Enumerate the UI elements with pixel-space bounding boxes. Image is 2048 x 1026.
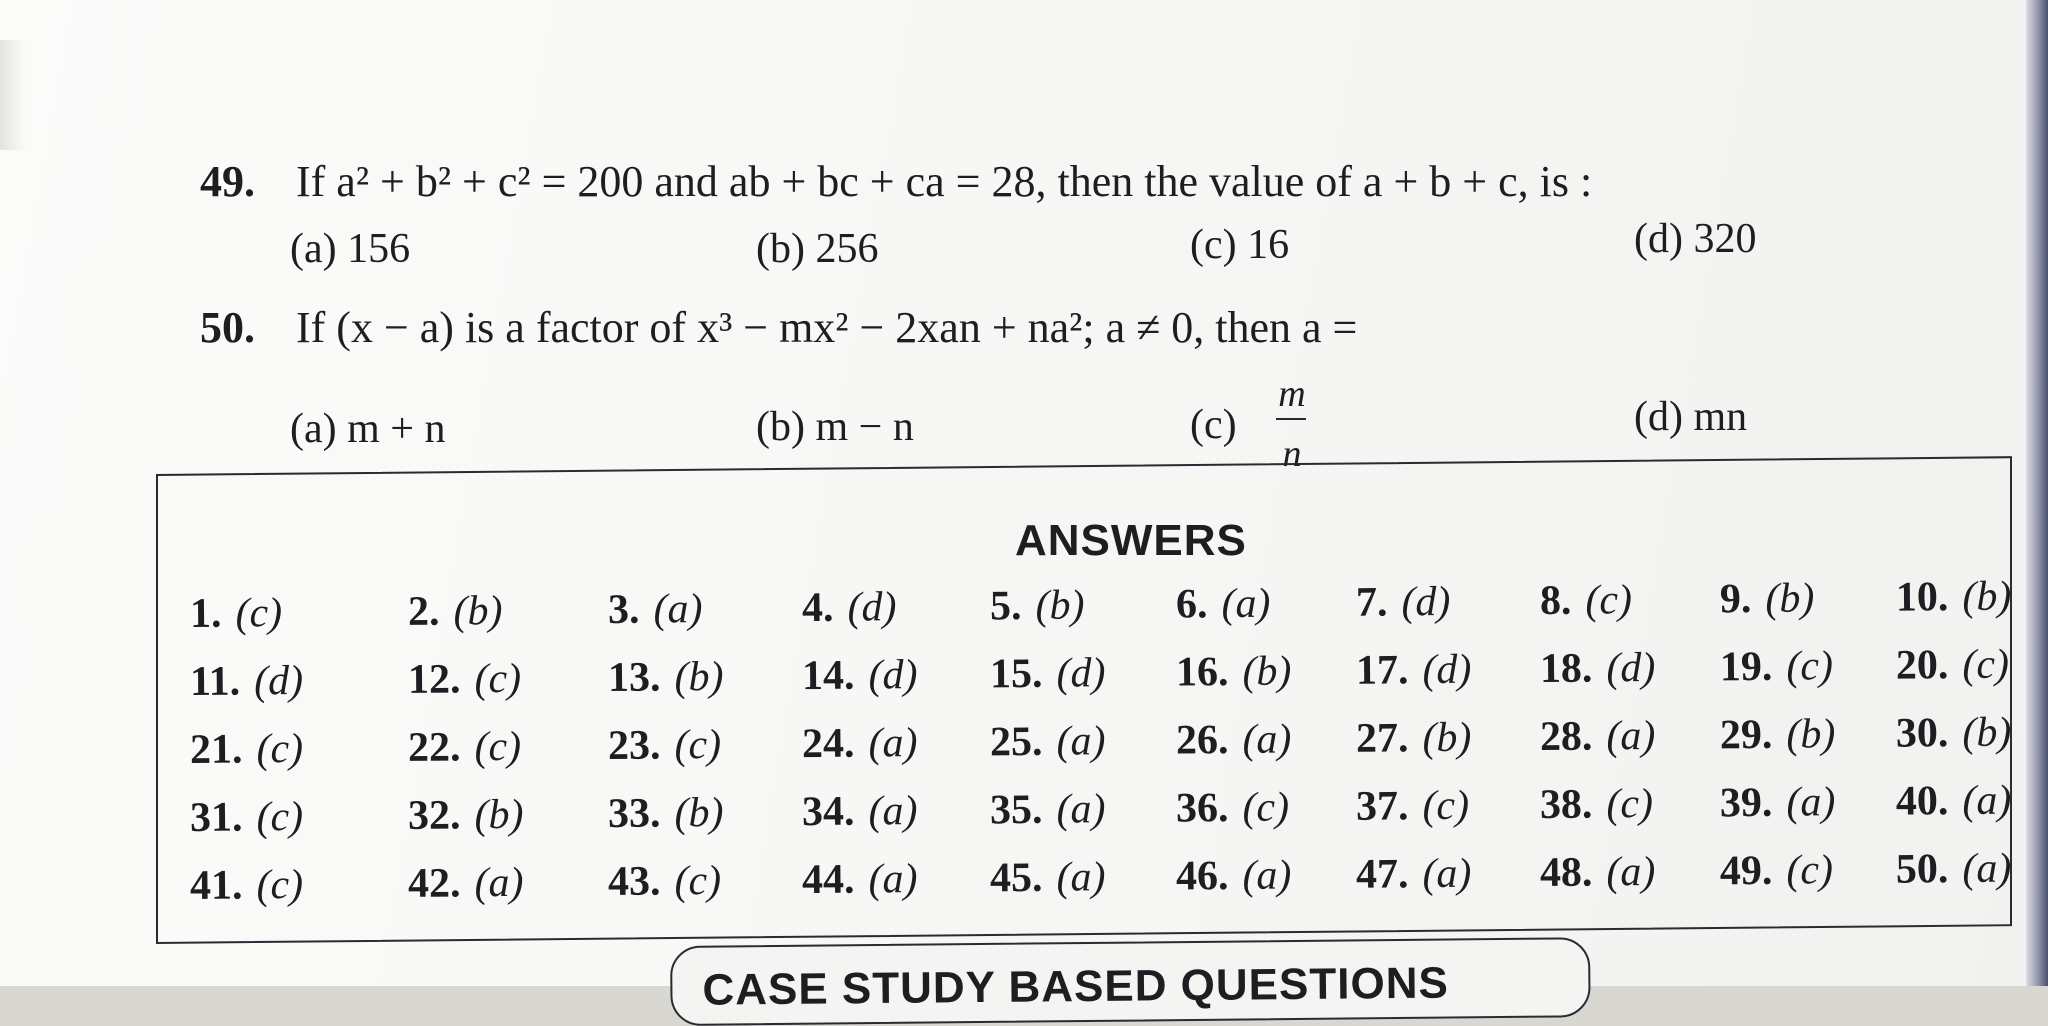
answer-choice: (d) [253, 657, 304, 705]
fraction-denominator: n [1282, 433, 1302, 475]
answer-number: 45. [989, 854, 1043, 902]
answer-choice: (c) [1422, 782, 1470, 830]
answer-item [802, 851, 918, 908]
case-study-heading: CASE STUDY BASED QUESTIONS [702, 958, 1450, 1015]
answer-item [608, 853, 722, 910]
answer-choice: (b) [1035, 582, 1085, 629]
answer-item [802, 647, 918, 704]
answer-number: 6. [1175, 581, 1208, 628]
answer-item [1356, 846, 1472, 903]
answer-number: 39. [1719, 779, 1773, 827]
answer-number: 24. [801, 720, 855, 768]
answer-choice: (a) [1242, 716, 1292, 763]
answer-number: 18. [1539, 645, 1593, 693]
q49-option-b: (b) 256 [756, 226, 879, 272]
answer-number: 23. [607, 722, 661, 769]
page-shadow [0, 40, 26, 150]
answer-choice: (b) [1422, 714, 1472, 762]
question-50 [200, 303, 1358, 352]
answer-choice: (c) [1242, 784, 1290, 831]
answer-number: 37. [1355, 783, 1409, 830]
q50-option-a: (a) m + n [290, 406, 446, 452]
answer-choice: (a) [1606, 848, 1656, 896]
answer-number: 5. [989, 583, 1022, 630]
answer-number: 9. [1719, 576, 1752, 623]
answer-item [190, 585, 283, 642]
answer-item [190, 653, 304, 710]
answer-item [1356, 778, 1470, 835]
answer-item [1896, 569, 2012, 626]
answer-item [608, 785, 724, 842]
answer-choice: (d) [1422, 646, 1472, 694]
answer-number: 47. [1355, 851, 1409, 898]
answer-item [408, 583, 503, 640]
answer-number: 4. [801, 584, 834, 632]
answer-choice: (a) [653, 586, 703, 633]
answer-item [1176, 779, 1290, 836]
answer-number: 15. [989, 650, 1043, 698]
answer-choice: (a) [1056, 854, 1106, 901]
question-number: 49. [200, 157, 255, 206]
q50-option-c: (c) [1190, 402, 1237, 448]
answer-item [408, 855, 524, 912]
answer-item [1356, 710, 1472, 767]
answer-item [1540, 708, 1656, 765]
answer-choice: (a) [1606, 712, 1656, 760]
answer-number: 19. [1719, 643, 1773, 691]
answer-choice: (c) [256, 725, 304, 773]
answer-number: 38. [1539, 781, 1593, 829]
answer-choice: (d) [868, 652, 918, 699]
answer-choice: (d) [1056, 650, 1106, 697]
question-49 [200, 157, 1593, 206]
answer-number: 1. [189, 590, 222, 637]
q50-option-d: (d) mn [1634, 394, 1748, 440]
answer-choice: (b) [1962, 709, 2012, 756]
answer-choice: (b) [453, 588, 503, 635]
case-study-heading-tab [670, 937, 1591, 1026]
answer-choice: (a) [1786, 779, 1836, 826]
answer-item [608, 649, 724, 706]
answer-number: 41. [189, 862, 243, 909]
q50-option-b: (b) m − n [756, 404, 914, 450]
answer-number: 21. [189, 726, 243, 773]
answer-item [802, 715, 918, 772]
answer-choice: (a) [1221, 580, 1271, 628]
answer-choice: (a) [868, 720, 918, 767]
answer-number: 12. [407, 656, 461, 703]
answer-choice: (a) [868, 856, 918, 903]
answer-choice: (a) [474, 859, 524, 907]
answer-number: 28. [1539, 713, 1593, 761]
answer-item [190, 789, 304, 846]
answer-item [1720, 570, 1815, 627]
answer-item [1176, 847, 1292, 904]
answer-number: 43. [607, 858, 661, 905]
answer-choice: (a) [1056, 786, 1106, 833]
answer-item [802, 783, 918, 840]
answer-item [990, 713, 1106, 770]
answer-number: 48. [1539, 849, 1593, 897]
answer-number: 26. [1175, 717, 1229, 764]
answer-number: 32. [407, 792, 461, 839]
answer-item [1176, 711, 1292, 768]
answer-choice: (c) [674, 857, 722, 905]
answer-choice: (b) [474, 791, 524, 839]
answer-item [802, 579, 897, 636]
answer-number: 10. [1895, 574, 1949, 621]
answer-choice: (d) [1401, 578, 1451, 626]
answer-item [990, 577, 1085, 634]
fraction-numerator: m [1278, 373, 1306, 415]
answer-item [1356, 574, 1451, 631]
answer-number: 50. [1895, 846, 1949, 893]
answer-number: 7. [1355, 579, 1388, 626]
answer-number: 20. [1895, 642, 1949, 689]
answer-choice: (d) [1606, 644, 1656, 692]
answer-choice: (c) [674, 721, 722, 769]
answer-choice: (d) [847, 584, 897, 631]
answer-choice: (a) [1962, 845, 2012, 892]
answer-item [1720, 842, 1834, 899]
answer-number: 27. [1355, 715, 1409, 762]
answer-number: 34. [801, 788, 855, 836]
answer-item [608, 717, 722, 774]
answer-item [1540, 640, 1656, 697]
answer-item [408, 787, 524, 844]
answer-choice: (c) [1962, 641, 2010, 688]
answer-item [1176, 576, 1271, 633]
answer-item [1540, 776, 1654, 833]
answer-item [1540, 572, 1633, 629]
answer-number: 36. [1175, 785, 1229, 832]
answer-number: 2. [407, 588, 440, 635]
answer-number: 30. [1895, 710, 1949, 757]
page-edge [2026, 0, 2048, 986]
answer-choice: (a) [1242, 852, 1292, 899]
answers-title: ANSWERS [1015, 516, 1247, 565]
answer-item [1896, 841, 2012, 898]
answer-choice: (b) [1962, 573, 2012, 620]
answer-choice: (a) [868, 788, 918, 835]
answer-item [1540, 844, 1656, 901]
answer-number: 13. [607, 654, 661, 701]
answer-choice: (b) [1786, 711, 1836, 758]
answer-number: 11. [189, 658, 241, 705]
answer-choice: (c) [1606, 780, 1654, 828]
answer-item [190, 721, 304, 778]
answer-number: 25. [989, 718, 1043, 766]
answer-choice: (c) [235, 590, 283, 637]
answer-item [1720, 638, 1834, 695]
answer-item [608, 581, 703, 638]
answer-choice: (c) [1786, 643, 1834, 690]
answer-choice: (c) [256, 861, 304, 909]
answer-item [1896, 705, 2012, 762]
answer-number: 46. [1175, 853, 1229, 900]
answer-choice: (a) [1422, 850, 1472, 898]
answer-number: 29. [1719, 711, 1773, 759]
answer-number: 33. [607, 790, 661, 837]
answer-item [1896, 637, 2010, 694]
answer-number: 35. [989, 786, 1043, 834]
answer-item [1720, 706, 1836, 763]
answer-number: 42. [407, 860, 461, 907]
answer-choice: (c) [474, 655, 522, 703]
answer-choice: (c) [1585, 577, 1633, 624]
answer-item [408, 651, 522, 708]
answer-choice: (a) [1056, 718, 1106, 765]
answer-number: 16. [1175, 649, 1229, 696]
question-stem: If a² + b² + c² = 200 and ab + bc + ca = 28, then the value of a + b + c, is : [296, 157, 1593, 206]
q49-option-c: (c) 16 [1190, 222, 1290, 268]
answer-choice: (b) [1765, 575, 1815, 622]
answer-number: 22. [407, 724, 461, 771]
answer-item [1720, 774, 1836, 831]
question-number: 50. [200, 303, 255, 352]
q49-option-d: (d) 320 [1634, 216, 1757, 262]
answer-choice: (c) [256, 793, 304, 841]
answer-number: 8. [1539, 577, 1572, 625]
answer-number: 49. [1719, 847, 1773, 895]
answer-item [1896, 773, 2012, 830]
answer-item [990, 645, 1106, 702]
fraction-bar [1276, 418, 1306, 420]
answer-number: 14. [801, 652, 855, 700]
answer-choice: (b) [674, 789, 724, 837]
answer-number: 44. [801, 856, 855, 904]
answer-item [1176, 643, 1292, 700]
answer-choice: (c) [474, 723, 522, 771]
question-stem: If (x − a) is a factor of x³ − mx² − 2xan + na²; a ≠ 0, then a = [296, 303, 1358, 352]
answer-choice: (c) [1786, 847, 1834, 894]
answer-number: 3. [607, 586, 640, 633]
answer-number: 40. [1895, 778, 1949, 825]
answer-number: 17. [1355, 647, 1409, 694]
answer-choice: (a) [1962, 777, 2012, 824]
answer-number: 31. [189, 794, 243, 841]
answer-item [990, 849, 1106, 906]
answer-item [190, 857, 304, 914]
answer-choice: (b) [674, 653, 724, 701]
answer-item [408, 719, 522, 776]
answer-item [1356, 642, 1472, 699]
answer-item [990, 781, 1106, 838]
answer-choice: (b) [1242, 648, 1292, 695]
q49-option-a: (a) 156 [290, 226, 411, 272]
